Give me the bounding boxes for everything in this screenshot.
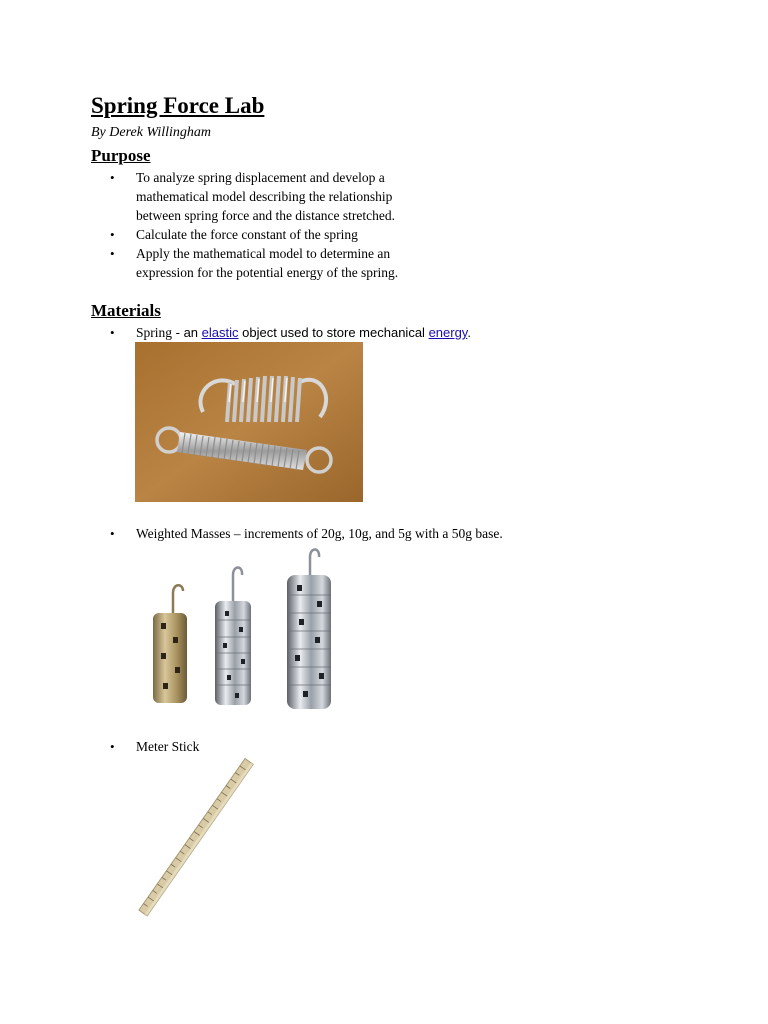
weighted-masses-photo	[135, 545, 360, 715]
bullet-icon: •	[110, 325, 115, 340]
spring-desc-mid: object used to store mechanical	[238, 325, 429, 340]
bullet-icon: •	[110, 246, 115, 261]
list-item	[0, 323, 556, 342]
spring-item	[0, 323, 556, 342]
list-item	[0, 244, 426, 282]
purpose-list	[0, 168, 426, 282]
spring-desc-pre: - an	[172, 325, 202, 340]
masses-text: Weighted Masses – increments of 20g, 10g, and 5g with a 50g base.	[136, 526, 503, 541]
bullet-icon: •	[110, 170, 115, 185]
list-item	[0, 524, 556, 543]
purpose-item-1: To analyze spring displacement and develop a mathematical model describing the relationship between spring force and the distance stretched.	[136, 170, 396, 223]
author-line: By Derek Willingham	[91, 125, 212, 140]
document-title: Spring Force Lab	[91, 93, 265, 118]
spring-term: Spring	[136, 325, 173, 340]
energy-link[interactable]: energy	[428, 325, 468, 340]
meter-stick-text: Meter Stick	[136, 739, 200, 754]
spring-desc-post: .	[467, 325, 471, 340]
purpose-item-3: Apply the mathematical model to determine an expression for the potential energy of the spring.	[136, 246, 399, 280]
spring-photo	[135, 342, 363, 502]
elastic-link[interactable]: elastic	[201, 325, 239, 340]
masses-item	[0, 524, 556, 543]
bullet-icon: •	[110, 227, 115, 242]
list-item	[0, 225, 426, 244]
meter-stick-item	[0, 737, 426, 756]
meter-stick-photo	[135, 758, 295, 920]
bullet-icon: •	[110, 739, 115, 754]
list-item	[0, 737, 426, 756]
materials-heading: Materials	[91, 301, 161, 320]
purpose-heading: Purpose	[91, 146, 151, 165]
list-item	[0, 168, 426, 225]
bullet-icon: •	[110, 526, 115, 541]
purpose-item-2: Calculate the force constant of the spring	[136, 227, 358, 242]
